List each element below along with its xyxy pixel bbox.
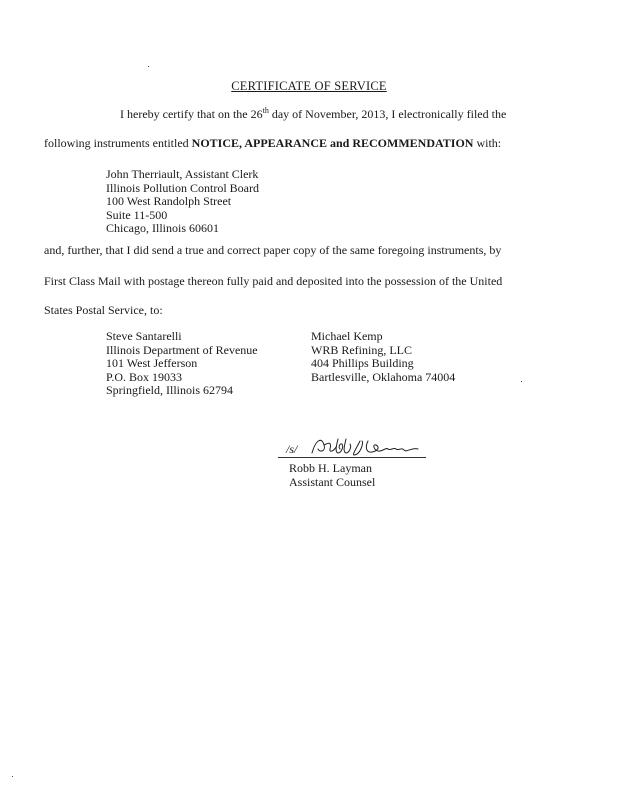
recipient-left-line: P.O. Box 19033 bbox=[106, 369, 183, 384]
signer-block bbox=[289, 461, 375, 489]
service-line-1: and, further, that I did send a true and correct paper copy of the same foregoing instruments, by bbox=[44, 243, 502, 257]
recipient-right-line: 404 Phillips Building bbox=[311, 356, 414, 370]
recipient-right-address bbox=[311, 330, 455, 384]
certificate-title: CERTIFICATE OF SERVICE bbox=[231, 79, 387, 93]
signer-title: Assistant Counsel bbox=[289, 475, 376, 489]
recipient-left-line: Springfield, Illinois 62794 bbox=[106, 383, 233, 397]
recipient-left-line: 101 West Jefferson bbox=[106, 356, 198, 370]
clerk-address-line: Chicago, Illinois 60601 bbox=[106, 221, 219, 235]
clerk-address-line: Illinois Pollution Control Board bbox=[106, 180, 260, 195]
recipient-right-line: Michael Kemp bbox=[311, 329, 383, 343]
intro-ordinal-suffix: th bbox=[262, 106, 269, 115]
instruments-text-start: following instruments entitled bbox=[44, 136, 192, 150]
intro-text-start: I hereby certify that on the 26 bbox=[120, 107, 263, 121]
scan-speck bbox=[12, 776, 13, 777]
scan-speck bbox=[521, 381, 522, 382]
signer-name: Robb H. Layman bbox=[289, 461, 372, 475]
instruments-text-end: with: bbox=[473, 136, 502, 150]
recipient-left-line: Steve Santarelli bbox=[106, 329, 182, 343]
signature-prefix: /s/ bbox=[286, 442, 298, 456]
clerk-address-block bbox=[106, 168, 259, 236]
recipient-left-line: Illinois Department of Revenue bbox=[106, 342, 258, 357]
recipient-right-line: Bartlesville, Oklahoma 74004 bbox=[311, 369, 456, 384]
scan-speck bbox=[148, 66, 149, 67]
intro-line bbox=[120, 107, 506, 122]
clerk-address-line: Suite 11-500 bbox=[106, 207, 168, 222]
clerk-address-line: 100 West Randolph Street bbox=[106, 194, 232, 208]
handwritten-signature bbox=[308, 435, 423, 459]
service-line-3: States Postal Service, to: bbox=[44, 303, 163, 317]
service-line-2: First Class Mail with postage thereon fully paid and deposited into the possession of the United bbox=[44, 274, 503, 288]
signature-line bbox=[278, 441, 426, 458]
recipient-left-address bbox=[106, 330, 258, 398]
instruments-line bbox=[44, 136, 501, 151]
clerk-address-line: John Therriault, Assistant Clerk bbox=[106, 167, 259, 181]
instruments-titles: NOTICE, APPEARANCE and RECOMMENDATION bbox=[191, 136, 474, 150]
recipient-right-line: WRB Refining, LLC bbox=[311, 342, 412, 357]
intro-text-end: day of November, 2013, I electronically filed the bbox=[268, 107, 507, 121]
